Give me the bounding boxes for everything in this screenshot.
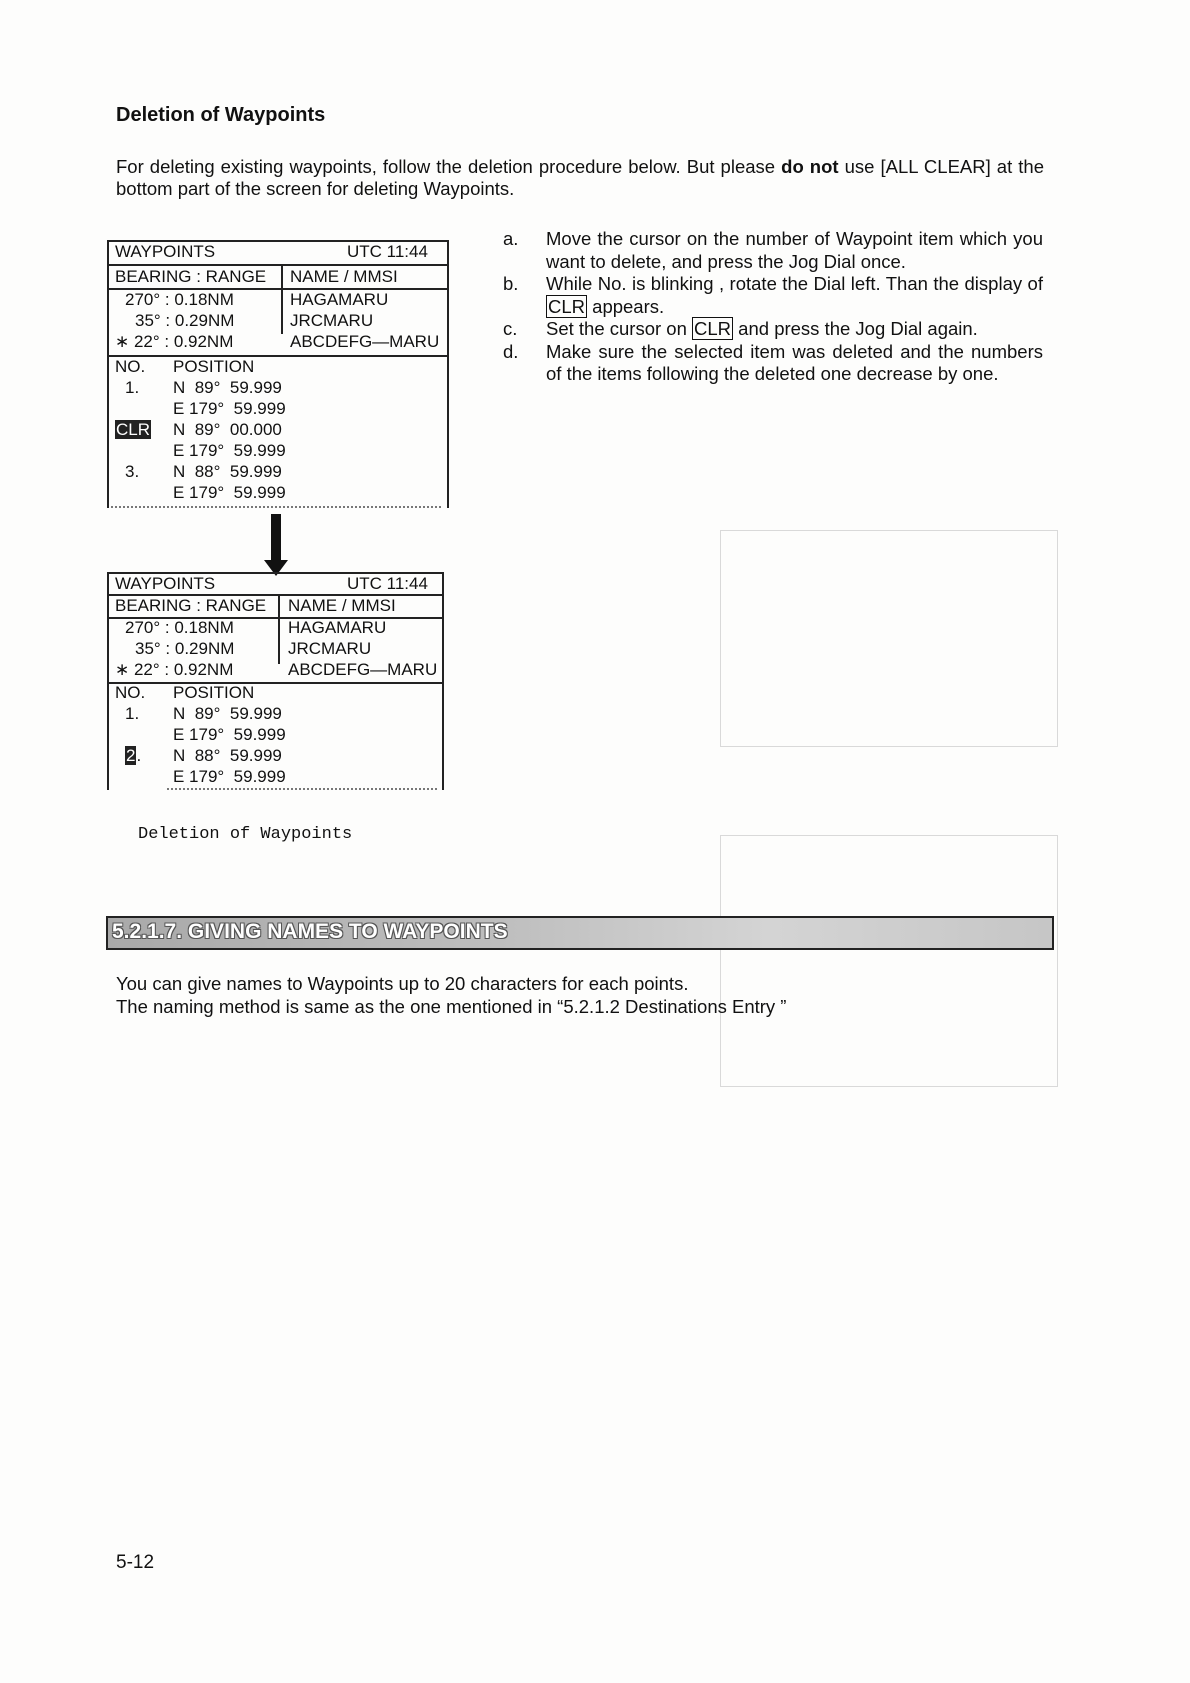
row-1-no: 1. — [125, 378, 140, 397]
screen-title: WAYPOINTS — [115, 574, 216, 593]
no-label: NO. — [115, 357, 146, 376]
ghost-box-1 — [720, 530, 1058, 747]
utc-time: UTC 11:44 — [347, 574, 428, 593]
col-name-mmsi: NAME / MMSI — [290, 267, 398, 286]
page-heading: Deletion of Waypoints — [116, 104, 326, 126]
section-body — [116, 972, 786, 1018]
name-2: JRCMARU — [290, 311, 374, 330]
row-2-lon: E 179° 59.999 — [173, 767, 286, 786]
arrow-down-icon — [271, 514, 281, 564]
waypoints-screen-before — [107, 240, 449, 508]
name-3: ABCDEFG—MARU — [290, 332, 440, 351]
screen-title: WAYPOINTS — [115, 242, 216, 261]
section-title: 5.2.1.7. GIVING NAMES TO WAYPOINTS — [112, 920, 508, 943]
bearing-2: 35° : 0.29NM — [135, 311, 235, 330]
row-3-lat: N 88° 59.999 — [173, 462, 282, 481]
body-line-1: You can give names to Waypoints up to 20 characters for each points. — [116, 973, 689, 994]
step-b: b. While No. is blinking , rotate the Dial left. Than the display of CLR appears. — [503, 273, 1043, 317]
row-2-lat: N 89° 00.000 — [173, 420, 282, 439]
page-number: 5-12 — [116, 1552, 155, 1573]
intro-paragraph: For deleting existing waypoints, follow the deletion procedure below. But please do not use [ALL CLEAR] at the bottom part of the screen for deleting Waypoints. — [116, 156, 1044, 199]
step-d: d. Make sure the selected item was deleted and the numbers of the items following the deleted one decrease by one. — [503, 340, 1043, 384]
position-label: POSITION — [173, 683, 255, 702]
bearing-3: ∗ 22° : 0.92NM — [115, 660, 234, 679]
name-3: ABCDEFG—MARU — [288, 660, 438, 679]
utc-time: UTC 11:44 — [347, 242, 428, 261]
position-label: POSITION — [173, 357, 255, 376]
col-name-mmsi: NAME / MMSI — [288, 596, 396, 615]
waypoints-screen-after — [107, 572, 444, 790]
col-bearing-range: BEARING : RANGE — [115, 596, 267, 615]
bearing-1: 270° : 0.18NM — [125, 290, 234, 309]
row-3-no: 3. — [125, 462, 140, 481]
row-3-lon: E 179° 59.999 — [173, 483, 286, 502]
bearing-2: 35° : 0.29NM — [135, 639, 235, 658]
row-2-no-cursor: 2. — [126, 746, 142, 765]
name-1: HAGAMARU — [290, 290, 389, 309]
bearing-3: ∗ 22° : 0.92NM — [115, 332, 234, 351]
name-1: HAGAMARU — [288, 618, 387, 637]
row-1-lat: N 89° 59.999 — [173, 704, 282, 723]
figure-caption: Deletion of Waypoints — [138, 825, 353, 844]
row-2-lon: E 179° 59.999 — [173, 441, 286, 460]
step-a: a. Move the cursor on the number of Waypoint item which you want to delete, and press the Jog Dial once. — [503, 228, 1043, 272]
row-1-lat: N 89° 59.999 — [173, 378, 282, 397]
row-1-no: 1. — [125, 704, 140, 723]
col-bearing-range: BEARING : RANGE — [115, 267, 267, 286]
row-1-lon: E 179° 59.999 — [173, 399, 286, 418]
procedure-steps — [503, 228, 1043, 386]
row-1-lon: E 179° 59.999 — [173, 725, 286, 744]
ghost-box-2 — [720, 835, 1058, 1087]
name-2: JRCMARU — [288, 639, 372, 658]
row-2-no-cursor: CLR — [116, 420, 151, 439]
bearing-1: 270° : 0.18NM — [125, 618, 234, 637]
no-label: NO. — [115, 683, 146, 702]
row-2-lat: N 88° 59.999 — [173, 746, 282, 765]
body-line-2: The naming method is same as the one mentioned in “5.2.1.2 Destinations Entry ” — [116, 996, 787, 1017]
step-c: c. Set the cursor on CLR and press the Jog Dial again. — [503, 318, 978, 339]
